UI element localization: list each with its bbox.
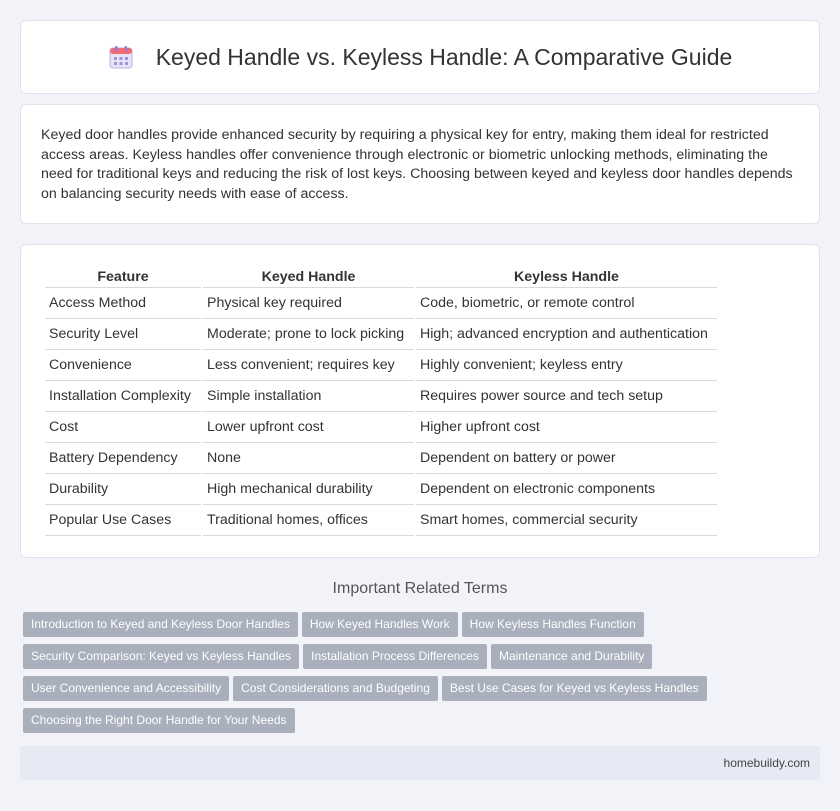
header-card [20, 20, 820, 94]
table-row [45, 350, 717, 381]
cell-feature: Durability [45, 474, 201, 505]
cell-keyed: None [203, 443, 414, 474]
cell-keyed: High mechanical durability [203, 474, 414, 505]
cell-keyless: Highly convenient; keyless entry [416, 350, 717, 381]
cell-feature: Access Method [45, 288, 201, 319]
cell-keyless: Higher upfront cost [416, 412, 717, 443]
related-terms-list [23, 612, 823, 740]
cell-keyed: Less convenient; requires key [203, 350, 414, 381]
related-tag[interactable]: Best Use Cases for Keyed vs Keyless Handles [442, 676, 707, 701]
cell-keyless: Code, biometric, or remote control [416, 288, 717, 319]
table-row [45, 412, 717, 443]
related-tag[interactable]: Choosing the Right Door Handle for Your Needs [23, 708, 295, 733]
calendar-icon [108, 44, 134, 70]
related-tag[interactable]: Introduction to Keyed and Keyless Door Handles [23, 612, 298, 637]
related-tag[interactable]: Maintenance and Durability [491, 644, 652, 669]
table-row [45, 505, 717, 536]
page-title: Keyed Handle vs. Keyless Handle: A Comparative Guide [155, 43, 733, 70]
header-feature: Feature [45, 265, 201, 288]
table-row [45, 319, 717, 350]
cell-keyed: Simple installation [203, 381, 414, 412]
table-row [45, 288, 717, 319]
cell-keyless: Requires power source and tech setup [416, 381, 717, 412]
cell-feature: Popular Use Cases [45, 505, 201, 536]
related-terms-title: Important Related Terms [332, 580, 508, 597]
cell-keyed: Moderate; prone to lock picking [203, 319, 414, 350]
footer-site[interactable]: homebuildy.com [723, 756, 810, 770]
header-keyless: Keyless Handle [416, 265, 717, 288]
table-row [45, 443, 717, 474]
intro-text: Keyed door handles provide enhanced security by requiring a physical key for entry, making them ideal for restricted access areas. Keyless handles offer convenience through electronic or biometric unlocking methods, eliminating the need for traditional keys and reducing the risk of lost keys. Choosing between keyed and keyless door handles depends on balancing security needs with ease of access. [41, 127, 793, 202]
cell-keyless: Dependent on battery or power [416, 443, 717, 474]
cell-keyed: Traditional homes, offices [203, 505, 414, 536]
cell-keyless: High; advanced encryption and authentication [416, 319, 717, 350]
table-header-row [45, 265, 717, 288]
related-tag[interactable]: User Convenience and Accessibility [23, 676, 229, 701]
cell-feature: Battery Dependency [45, 443, 201, 474]
comparison-card [20, 244, 820, 558]
cell-feature: Convenience [45, 350, 201, 381]
cell-keyless: Smart homes, commercial security [416, 505, 717, 536]
related-tag[interactable]: Security Comparison: Keyed vs Keyless Handles [23, 644, 299, 669]
cell-feature: Installation Complexity [45, 381, 201, 412]
related-tag[interactable]: Cost Considerations and Budgeting [233, 676, 438, 701]
cell-keyed: Lower upfront cost [203, 412, 414, 443]
cell-keyed: Physical key required [203, 288, 414, 319]
table-row [45, 474, 717, 505]
header-keyed: Keyed Handle [203, 265, 414, 288]
related-tag[interactable]: How Keyed Handles Work [302, 612, 458, 637]
comparison-table [43, 265, 719, 536]
footer [20, 746, 820, 780]
cell-keyless: Dependent on electronic components [416, 474, 717, 505]
table-row [45, 381, 717, 412]
cell-feature: Cost [45, 412, 201, 443]
related-tag[interactable]: Installation Process Differences [303, 644, 487, 669]
cell-feature: Security Level [45, 319, 201, 350]
intro-card [20, 104, 820, 224]
related-tag[interactable]: How Keyless Handles Function [462, 612, 644, 637]
